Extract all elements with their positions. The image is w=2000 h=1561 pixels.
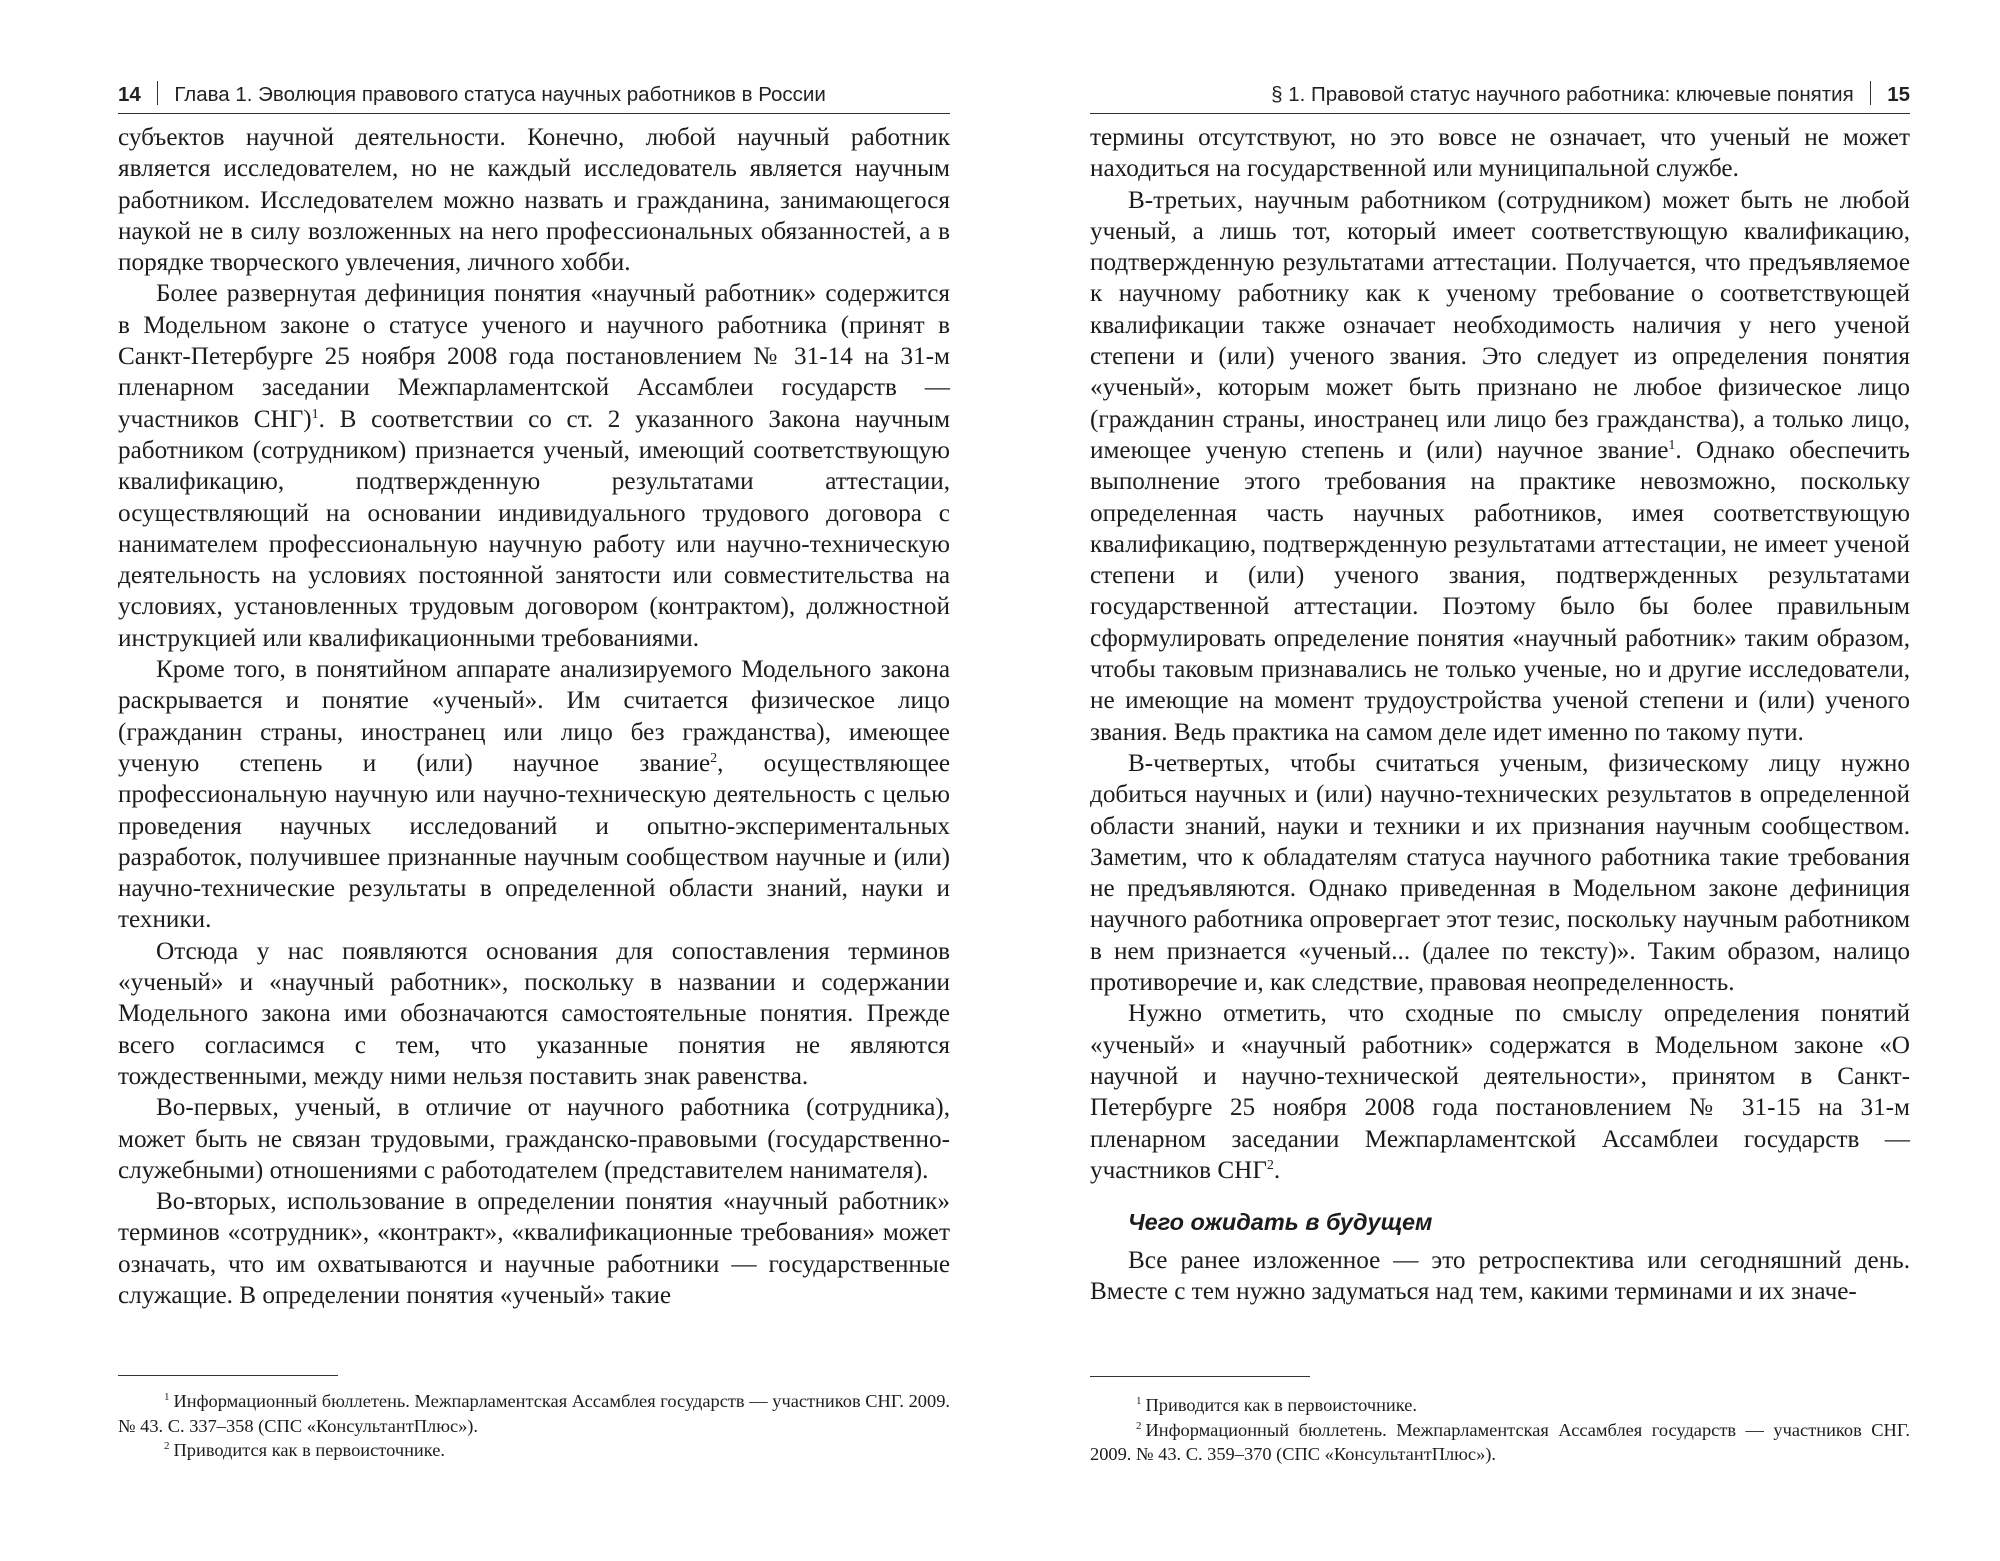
footnote-text: Информационный бюллетень. Межпарламентская Ассамблея государств — участников СНГ. 2009. № 43. С. 359–370 (СПС «КонсультантПлюс»). xyxy=(1090,1419,1910,1464)
paragraph xyxy=(1090,998,1910,1186)
paragraph-text: В-третьих, научным работником (сотрудником) может быть не любой ученый, а лишь тот, который имеет соответствующую квалификацию, подтвержденную результатами аттестации. Получается, что предъявляемое к научному работнику как к ученому требование о соответствующей квалификации также означает необходимость наличия у него ученой степени и (или) ученого звания. Это следует из определения понятия «ученый», которым может быть признано не любое физическое лицо (гражданин страны, иностранец или лицо без гражданства), а только лицо, имеющее ученую степень и (или) научное звание xyxy=(1090,186,1910,464)
footnote xyxy=(1090,1418,1910,1467)
paragraph-text: . Однако обеспечить выполнение этого требования на практике невозможно, поскольку определенная часть научных работников, имея соответствующую квалификацию, подтвержденную результатами аттестации, не имеет ученой степени и (или) ученого звания, подтвержденных результатами государственной аттестации. Поэтому было бы более правильным сформулировать определение понятия «научный работник» таким образом, чтобы таковым признавались не только ученые, но и другие исследователи, не имеющие на момент трудоустройства ученой степени и (или) ученого звания. Ведь практика на самом деле идет именно по такому пути. xyxy=(1090,436,1910,746)
paragraph: Все ранее изложенное — это ретроспектива или сегодняшний день. Вместе с тем нужно задуматься над тем, какими терминами и их значе- xyxy=(1090,1247,1910,1306)
footnote-ref: 1 xyxy=(1668,437,1676,453)
running-head-title: § 1. Правовой статус научного работника: ключевые понятия xyxy=(1271,83,1854,106)
footnote xyxy=(1090,1393,1910,1418)
running-head-title: Глава 1. Эволюция правового статуса научных работников в России xyxy=(174,83,826,106)
footnote-marker: 1 xyxy=(164,1391,170,1403)
body-text xyxy=(1090,122,1910,1308)
paragraph: Во-первых, ученый, в отличие от научного работника (сотрудника), может быть не связан трудовыми, гражданско-правовыми (государственно-служебными) отношениями с работодателем (представителем нанимателя). xyxy=(118,1094,950,1184)
footnote-marker: 2 xyxy=(164,1440,170,1452)
paragraph: субъектов научной деятельности. Конечно, любой научный работник является исследователем, но не каждый исследователь является научным работником. Исследователем можно назвать и гражданина, занимающегося наукой не в силу возложенных на него профессиональных обязанностей, а в порядке творческого увлечения, личного хобби. xyxy=(118,124,950,277)
footnotes xyxy=(1090,1393,1910,1467)
header-divider xyxy=(157,81,159,105)
footnote xyxy=(118,1389,950,1438)
paragraph: Во-вторых, использование в определении понятия «научный работник» терминов «сотрудник», «контракт», «квалификационные требования» может означать, что им охватываются и научные работники — государственные служащие. В определении понятия «ученый» такие xyxy=(118,1188,950,1309)
running-header xyxy=(1090,78,1910,112)
body-text xyxy=(118,122,950,1311)
paragraph: В-четвертых, чтобы считаться ученым, физическому лицу нужно добиться научных и (или) научно-технических результатов в определенной области знаний, науки и техники и их признания научным сообществом. Заметим, что к обладателям статуса научного работника такие требования не предъявляются. Однако приведенная в Модельном законе дефиниция научного работника опровергает этот тезис, поскольку научным работником в нем признается «ученый... (далее по тексту)». Таким образом, налицо противоречие и, как следствие, правовая неопределенность. xyxy=(1090,749,1911,997)
footnote xyxy=(118,1438,950,1463)
footnote-ref: 2 xyxy=(1266,1157,1274,1173)
footnote-text: Информационный бюллетень. Межпарламентская Ассамблея государств — участников СНГ. 2009. № 43. С. 337–358 (СПС «КонсультантПлюс»). xyxy=(118,1391,950,1436)
paragraph xyxy=(118,278,950,654)
footnote-rule xyxy=(118,1375,338,1376)
footnote-ref: 1 xyxy=(311,406,319,422)
paragraph xyxy=(1090,185,1910,748)
footnote-marker: 2 xyxy=(1136,1419,1142,1432)
paragraph: термины отсутствуют, но это вовсе не означает, что ученый не может находиться на государственной или муниципальной службе. xyxy=(1090,124,1910,183)
section-heading: Чего ожидать в будущем xyxy=(1128,1209,1433,1236)
right-page xyxy=(1090,0,1910,1561)
paragraph-text: Более развернутая дефиниция понятия «научный работник» содержится в Модельном законе о статусе ученого и научного работника (принят в Санкт-Петербурге 25 ноября 2008 года постановлением № 31-14 на 31-м пленарном заседании Межпарламентской Ассамблеи государств — участников СНГ) xyxy=(118,280,950,433)
footnotes xyxy=(118,1389,950,1463)
header-rule xyxy=(118,113,950,114)
footnote-rule xyxy=(1090,1376,1310,1377)
paragraph-text: , осуществляющее профессиональную научную или научно-техническую деятельность с целью проведения научных исследований и опытно-экспериментальных разработок, получившее признанные научным сообществом научные и (или) научно-технические результаты в определенной области знаний, науки и техники. xyxy=(118,749,950,934)
footnote-text: Приводится как в первоисточнике. xyxy=(173,1440,445,1460)
paragraph-text: . В соответствии со ст. 2 указанного Закона научным работником (сотрудником) признается ученый, имеющий соответствующую квалификацию, подтвержденную результатами аттестации, осуществляющий на основании индивидуального трудового договора с нанимателем профессиональную научную работу или научно-техническую деятельность на условиях постоянной занятости или совместительства на условиях, установленных трудовым договором (контрактом), должностной инструкцией или квалификационными требованиями. xyxy=(118,405,951,652)
paragraph: Отсюда у нас появляются основания для сопоставления терминов «ученый» и «научный работник», поскольку в названии и содержании Модельного закона ими обозначаются самостоятельные понятия. Прежде всего согласимся с тем, что указанные понятия не являются тождественными, между ними нельзя поставить знак равенства. xyxy=(118,937,950,1090)
footnote-ref: 2 xyxy=(710,750,718,766)
running-header xyxy=(118,78,950,112)
header-rule xyxy=(1090,113,1910,114)
paragraph-text: . xyxy=(1273,1156,1281,1184)
paragraph xyxy=(118,654,950,936)
footnote-text: Приводится как в первоисточнике. xyxy=(1145,1395,1417,1415)
left-page xyxy=(118,0,950,1561)
page-number: 15 xyxy=(1887,83,1910,106)
footnote-marker: 1 xyxy=(1136,1395,1142,1407)
paragraph-text: Кроме того, в понятийном аппарате анализируемого Модельного закона раскрывается и понятие «ученый». Им считается физическое лицо (гражданин страны, иностранец или лицо без гражданства), имеющее ученую степень и (или) научное звание xyxy=(118,656,950,777)
page-number: 14 xyxy=(118,83,141,106)
header-divider xyxy=(1870,81,1872,105)
paragraph-text: Нужно отметить, что сходные по смыслу определения понятий «ученый» и «научный работник» содержатся в Модельном законе «О научной и научно-технической деятельности», принятом в Санкт-Петербурге 25 ноября 2008 года постановлением № 31-15 на 31-м пленарном заседании Межпарламентской Ассамблеи государств — участников СНГ xyxy=(1090,1000,1910,1184)
